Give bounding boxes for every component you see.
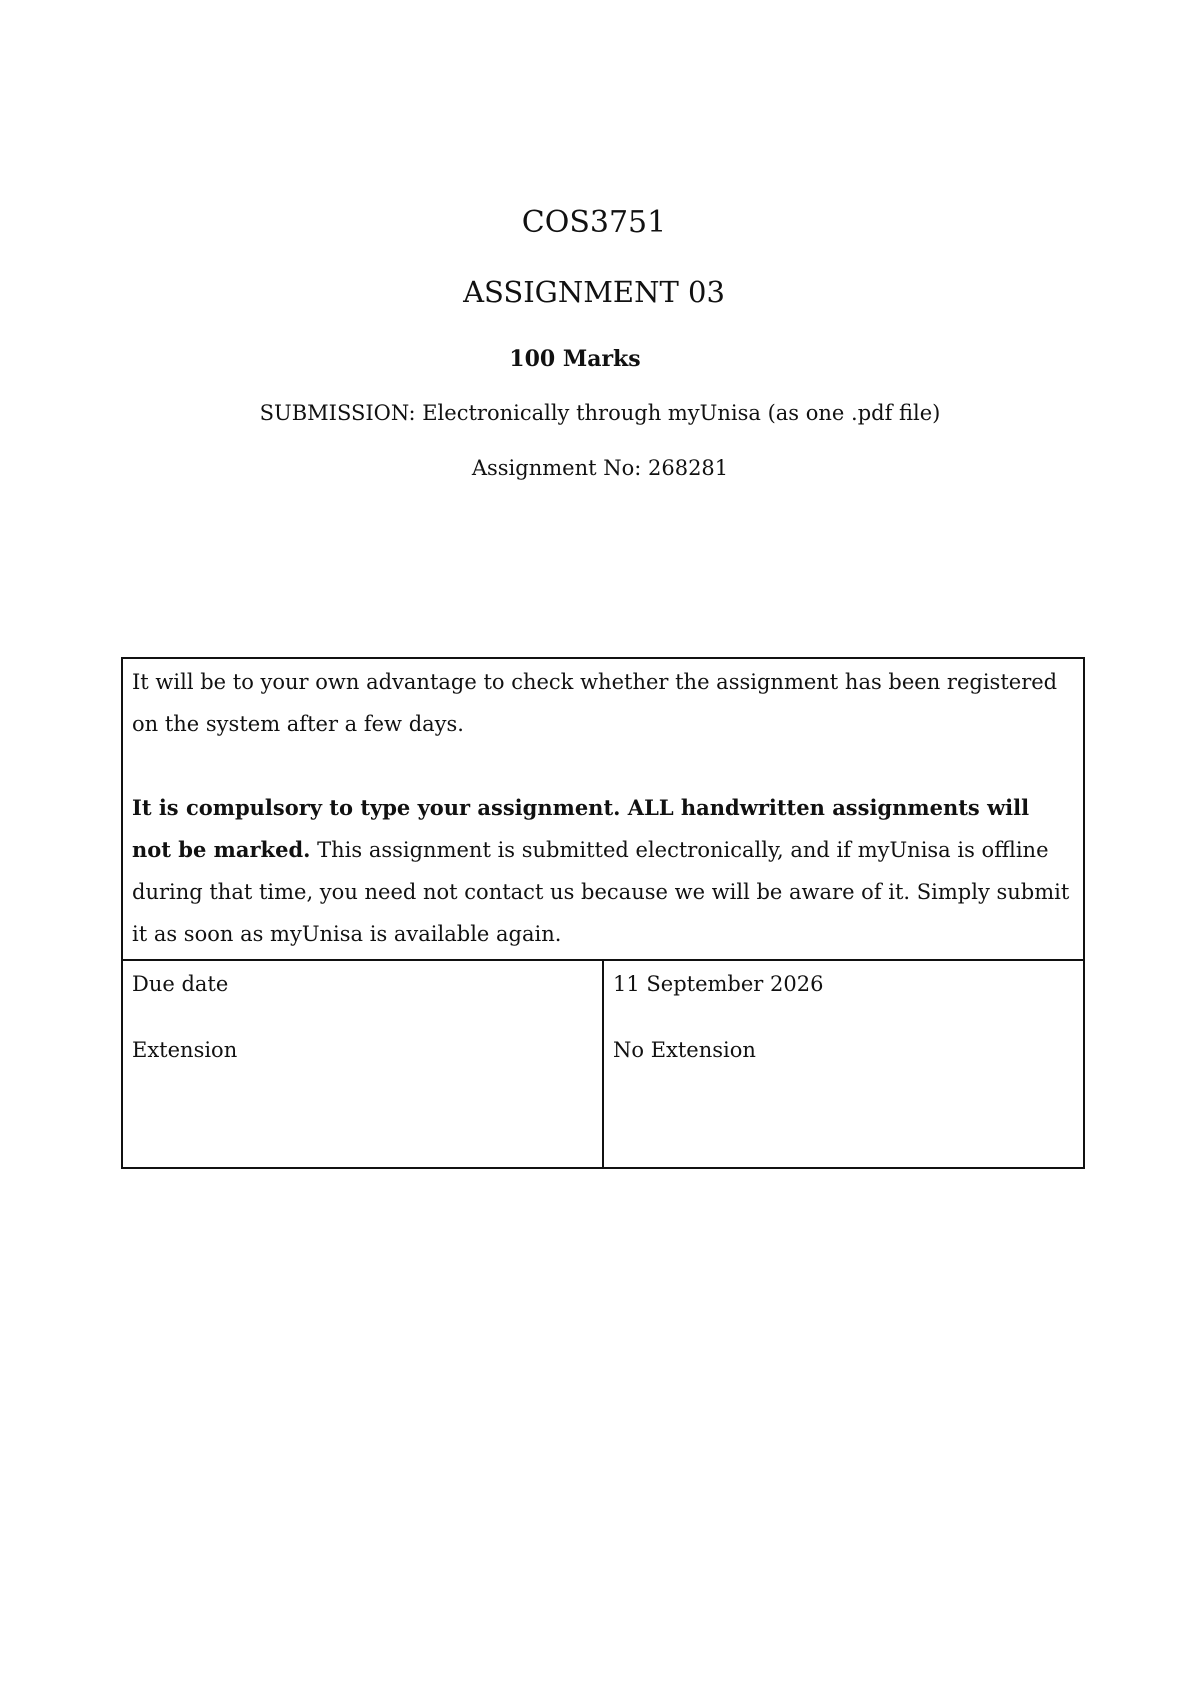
details-labels-cell — [122, 960, 603, 1168]
due-date-value: 11 September 2026 — [613, 972, 824, 996]
assignment-info-table — [121, 657, 1085, 1169]
total-marks: 100 Marks — [509, 346, 641, 372]
due-date-label: Due date — [132, 972, 229, 996]
offline-notice: This assignment is submitted electronically, and if myUnisa is offline during that time, you need not contact us because we will be aware of it. Simply submit it as soon as myUnisa is available again. — [132, 838, 1070, 946]
notice-cell — [122, 658, 1084, 960]
extension-label: Extension — [132, 1038, 238, 1062]
assignment-number: Assignment No: 268281 — [471, 456, 729, 480]
assignment-title: ASSIGNMENT 03 — [463, 275, 725, 309]
notice-row — [122, 658, 1084, 960]
submission-method: SUBMISSION: Electronically through myUnisa (as one .pdf file) — [259, 401, 941, 425]
details-values-cell — [603, 960, 1084, 1168]
details-row — [122, 960, 1084, 1168]
typing-requirement-bold: It is compulsory to type your assignment. ALL handwritten assignments will not be marked. — [132, 795, 1030, 862]
registration-notice: It will be to your own advantage to check whether the assignment has been registered on the system after a few days. — [132, 670, 1058, 736]
extension-value: No Extension — [613, 1038, 756, 1062]
course-code: COS3751 — [521, 205, 667, 240]
typing-requirement-notice — [132, 787, 1074, 955]
